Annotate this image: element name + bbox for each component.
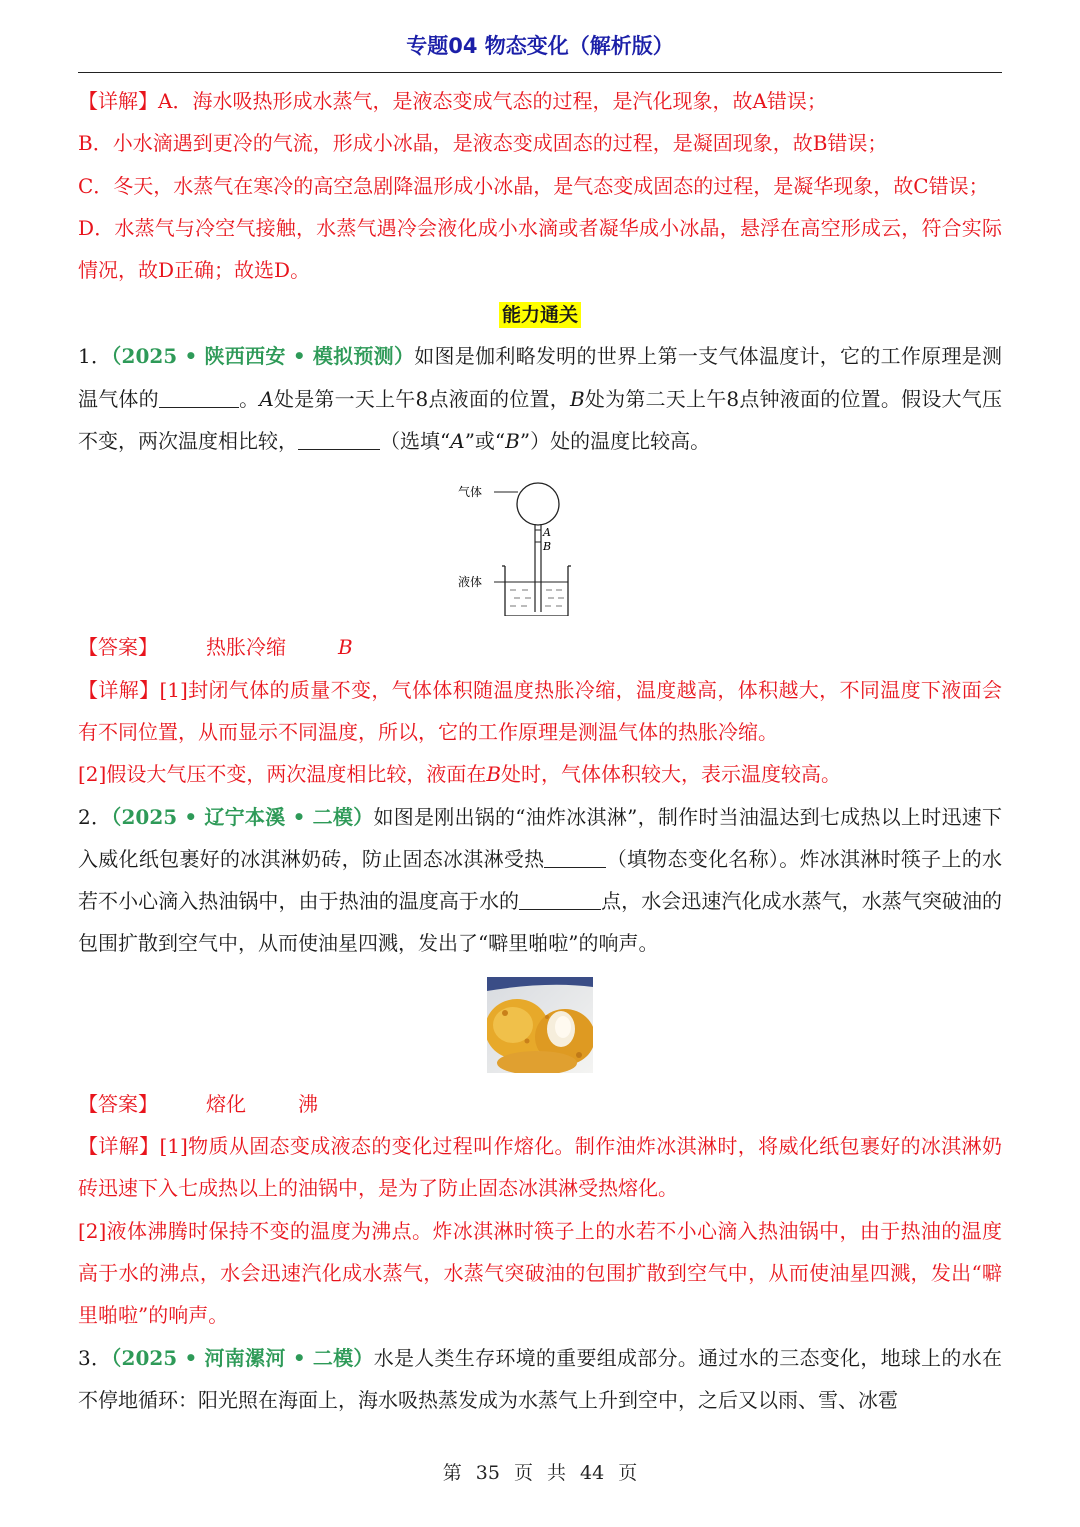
fried-ice-cream-photo: [78, 977, 1002, 1077]
prev-detail-c: C．冬天，水蒸气在寒冷的高空急剧降温形成小冰晶，是气态变成固态的过程，是凝华现象，故C错误；: [78, 173, 989, 198]
prev-detail-a: 【详解】A．海水吸热形成水蒸气，是液态变成气态的过程，是汽化现象，故A错误；: [78, 89, 827, 113]
question-2: 2．（2025 • 辽宁本溪 • 二模）如图是刚出锅的“油炸冰淇淋”，制作时当油温达到七成热以上时迅速下入威化纸包裹好的冰淇淋奶砖，防止固态冰淇淋受热 （填物态变化名称）。炸冰淇淋时筷子上的水若不小心滴入热油锅中，由于热油的温度高于水的 点，水会迅速汽化成水蒸气，水蒸气突破油的包围扩散到空气中，从而使油星四溅，发出了“噼里啪啦”的响声。: [78, 804, 1003, 956]
page-content: [78, 80, 1002, 1421]
detail-2-1: 【详解】[1]物质从固态变成液态的变化过程叫作熔化。制作油炸冰淇淋时，将威化纸包裹好的冰淇淋奶砖迅速下入七成热以上的油锅中，是为了防止固态冰淇淋受热熔化。: [78, 1134, 1002, 1201]
fried-ice-cream-image: [487, 977, 593, 1073]
detail-label: 【详解】: [78, 89, 158, 113]
question-source: （2025 • 辽宁本溪 • 二模）: [111, 804, 374, 829]
answer-blank: [519, 887, 601, 910]
question-source: （2025 • 河南漯河 • 二模）: [111, 1345, 374, 1370]
answer-1: 【答案】 热胀冷缩 B: [78, 635, 353, 660]
page-footer: 第 35 页 共 44 页: [442, 1462, 638, 1484]
section-title: 能力通关: [78, 293, 1002, 335]
prev-detail-b: B．小水滴遇到更冷的气流，形成小冰晶，是液态变成固态的过程，是凝固现象，故B错误；: [78, 131, 888, 156]
answer-blank: [298, 427, 380, 450]
header-rule: [78, 72, 1002, 73]
prev-detail-d: D．水蒸气与冷空气接触，水蒸气遇冷会液化成小水滴或者凝华成小冰晶，悬浮在高空形成云，符合实际情况，故D正确；故选D。: [78, 215, 1002, 283]
mark-b: B: [543, 540, 552, 554]
thermometer-figure: [78, 470, 1002, 620]
detail-2-2: [2]液体沸腾时保持不变的温度为沸点。炸冰淇淋时筷子上的水若不小心滴入热油锅中，由于热油的温度高于水的沸点，水会迅速汽化成水蒸气，水蒸气突破油的包围扩散到空气中，从而使油星四溅，发出“噼里啪啦”的响声。: [78, 1218, 1002, 1328]
gas-thermometer-diagram: [458, 470, 598, 616]
question-1: 1．（2025 • 陕西西安 • 模拟预测）如图是伽利略发明的世界上第一支气体温度计，它的工作原理是测温气体的 。A处是第一天上午8点液面的位置，B处为第二天上午8点钟液面的位置。假设大气压不变，两次温度相比较， （选填“A”或“B”）处的温度比较高。: [78, 344, 1002, 454]
question-source: （2025 • 陕西西安 • 模拟预测）: [111, 344, 415, 369]
detail-1-2: [2]假设大气压不变，两次温度相比较，液面在B处时，气体体积较大，表示温度较高。: [78, 762, 842, 787]
liquid-label: 液体: [458, 575, 483, 590]
gas-label: 气体: [458, 485, 483, 500]
answer-2: 【答案】 熔化 沸: [78, 1091, 318, 1116]
answer-blank: [159, 385, 239, 408]
page-header-title: 专题04 物态变化（解析版）: [406, 34, 674, 58]
question-3: 3．（2025 • 河南漯河 • 二模）水是人类生存环境的重要组成部分。通过水的三态变化，地球上的水在不停地循环：阳光照在海面上，海水吸热蒸发成为水蒸气上升到空中，之后又以雨、雪、冰雹: [78, 1345, 1002, 1412]
detail-1-1: 【详解】[1]封闭气体的质量不变，气体体积随温度热胀冷缩，温度越高，体积越大，不同温度下液面会有不同位置，从而显示不同温度，所以，它的工作原理是测温气体的热胀冷缩。: [78, 677, 1002, 744]
answer-blank: [544, 845, 606, 868]
mark-a: A: [543, 526, 551, 540]
